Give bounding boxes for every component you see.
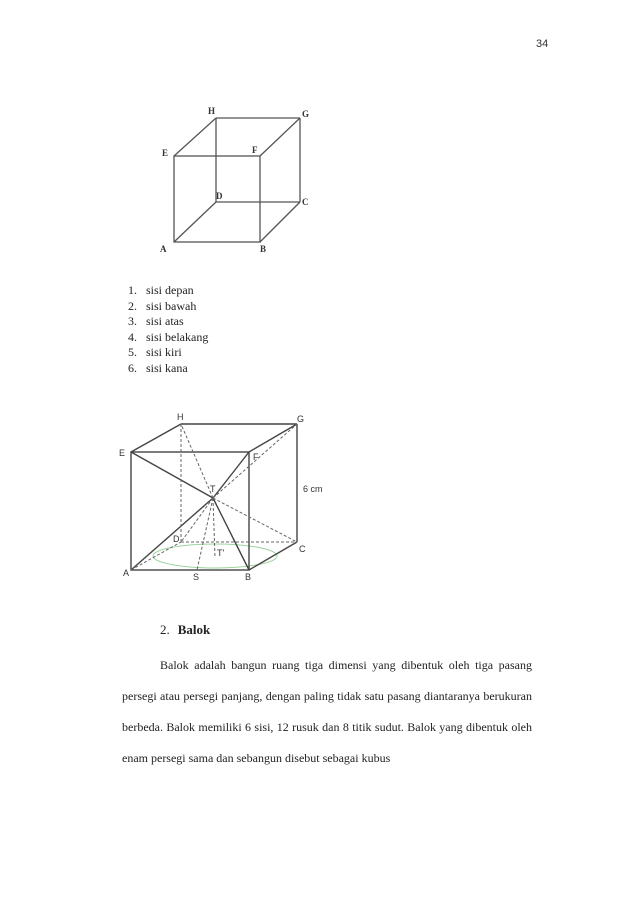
vertex-label-f: F <box>252 145 258 155</box>
vertex-label-e: E <box>162 148 169 158</box>
list-item: 5. sisi kiri <box>128 345 182 360</box>
edge-length-label: 6 cm <box>303 484 323 494</box>
list-item: 6. sisi kana <box>128 360 188 375</box>
list-item: 4. sisi belakang <box>128 329 209 344</box>
vertex-label-t-prime: T' <box>217 548 225 558</box>
vertex-label-e: E <box>119 448 126 458</box>
vertex-label-s: S <box>193 572 200 582</box>
vertex-label-f: F <box>253 452 259 462</box>
vertex-label-a: A <box>123 568 130 578</box>
section-number: 2. <box>160 622 170 637</box>
vertex-label-t: T <box>210 484 216 494</box>
vertex-label-g: G <box>302 109 310 119</box>
page-number: 34 <box>536 38 549 50</box>
vertex-label-a: A <box>160 244 167 254</box>
vertex-label-h: H <box>208 106 216 116</box>
vertex-label-c: C <box>299 544 306 554</box>
vertex-label-b: B <box>245 572 252 582</box>
cube-pyramid-figure <box>115 408 345 583</box>
section-paragraph: Balok adalah bangun ruang tiga dimensi yang dibentuk oleh tiga pasang persegi atau persegi panjang, dengan paling tidak satu pasang diantaranya berukuran berbeda. Balok memiliki 6 sisi, 12 rusuk dan 8 titik sudut. Balok yang dibentuk oleh enam persegi sama dan sebangun disebut sebagai kubus <box>122 658 532 765</box>
vertex-label-b: B <box>260 244 267 254</box>
vertex-label-h: H <box>177 412 184 422</box>
vertex-label-d: D <box>173 534 180 544</box>
vertex-label-g: G <box>297 414 305 424</box>
section-heading <box>160 622 210 638</box>
vertex-label-c: C <box>302 197 309 207</box>
vertex-label-d: D <box>216 191 223 201</box>
cube-figure <box>150 100 330 260</box>
list-item: 2. sisi bawah <box>128 298 197 313</box>
face-list <box>128 283 208 377</box>
list-item: 3. sisi atas <box>128 314 184 329</box>
list-item: 1. sisi depan <box>128 283 194 297</box>
section-title: Balok <box>177 622 211 637</box>
